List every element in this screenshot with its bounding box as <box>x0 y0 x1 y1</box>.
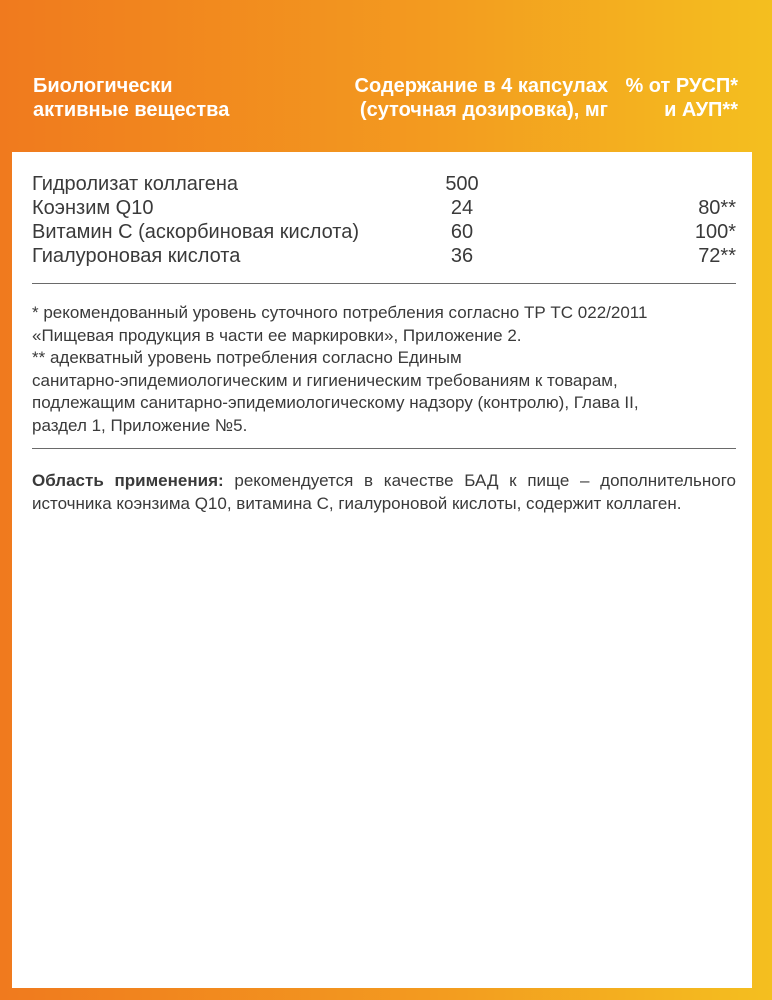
row-name: Витамин С (аскорбиновая кислота) <box>32 221 360 243</box>
row-name: Гиалуроновая кислота <box>32 245 241 267</box>
table-row <box>32 196 736 220</box>
header-content-line2: (суточная дозировка), мг <box>359 99 608 121</box>
header-content-line1: Содержание в 4 капсулах <box>354 75 608 97</box>
row-amount: 60 <box>450 221 474 243</box>
content-panel <box>12 152 752 988</box>
header-substances <box>33 74 229 122</box>
table-row <box>32 172 736 196</box>
row-percent: 80** <box>698 197 736 219</box>
header-percent <box>608 74 738 122</box>
row-name: Коэнзим Q10 <box>32 197 154 219</box>
footnote-line: * рекомендованный уровень суточного потребления согласно ТР ТС 022/2011 <box>32 303 648 322</box>
usage-paragraph <box>32 470 736 515</box>
footnote-line: ** адекватный уровень потребления согласно Единым <box>32 348 462 367</box>
header-percent-line2: и АУП** <box>664 99 738 121</box>
table-row <box>32 220 736 244</box>
row-amount: 500 <box>445 173 479 195</box>
footnote-line: санитарно-эпидемиологическим и гигиеническим требованиям к товарам, <box>32 370 618 390</box>
row-amount: 24 <box>450 197 474 219</box>
usage-text: рекомендуется в качестве БАД к пище – дополнительного источника коэнзима Q10, витамина С, гиалуроновой кислоты, содержит коллаген. <box>32 471 736 513</box>
table-header <box>0 0 772 152</box>
footnote-line: «Пищевая продукция в части ее маркировки», Приложение 2. <box>32 325 522 345</box>
row-name: Гидролизат коллагена <box>32 173 239 195</box>
footnote-line: раздел 1, Приложение №5. <box>32 415 248 435</box>
divider-line <box>32 448 736 449</box>
row-amount: 36 <box>450 245 474 267</box>
header-substances-line2: активные вещества <box>33 99 230 121</box>
header-content <box>332 74 608 122</box>
divider-line <box>32 283 736 284</box>
row-percent: 100* <box>694 221 736 243</box>
header-substances-line1: Биологически <box>33 75 173 97</box>
footnotes <box>32 302 736 437</box>
usage-label: Область применения: <box>32 471 224 490</box>
substances-table <box>32 172 736 268</box>
table-row <box>32 244 736 268</box>
footnote-line: подлежащим санитарно-эпидемиологическому надзору (контролю), Глава II, <box>32 393 639 412</box>
row-percent: 72** <box>698 245 736 267</box>
header-percent-line1: % от РУСП* <box>625 75 738 97</box>
